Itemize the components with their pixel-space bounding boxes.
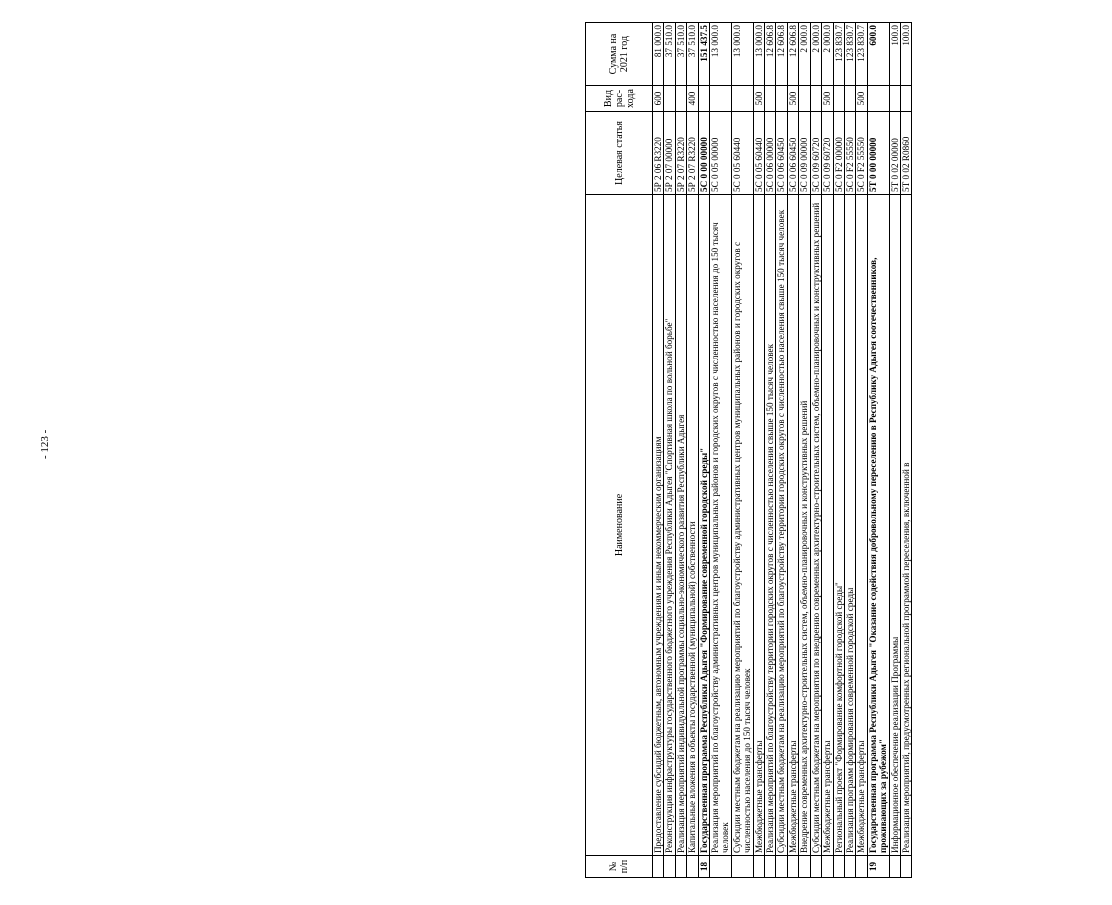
row-sum-cell: 13 000.0 xyxy=(710,23,732,86)
header-name: Наименование xyxy=(586,195,653,856)
budget-table xyxy=(585,22,912,878)
row-vid-cell: 500 xyxy=(822,86,833,112)
row-code-cell: 5С 0 09 60720 xyxy=(810,112,821,195)
table-row xyxy=(687,23,698,878)
row-num-cell xyxy=(856,856,867,878)
row-name-cell: Межбюджетные трансферты xyxy=(753,195,764,856)
row-code-cell: 5С 0 09 60720 xyxy=(822,112,833,195)
row-sum-cell: 123 830.7 xyxy=(833,23,844,86)
header-vid: Вид рас-хода xyxy=(586,86,653,112)
row-vid-cell: 500 xyxy=(787,86,798,112)
row-vid-cell xyxy=(867,86,889,112)
row-code-cell: 5С 0 00 00000 xyxy=(698,112,709,195)
row-num-cell xyxy=(799,856,810,878)
row-code-cell: 5С 0 05 60440 xyxy=(753,112,764,195)
row-vid-cell xyxy=(900,86,911,112)
row-num-cell xyxy=(900,856,911,878)
row-vid-cell: 500 xyxy=(856,86,867,112)
row-vid-cell xyxy=(776,86,787,112)
row-code-cell: 5С 0 09 00000 xyxy=(799,112,810,195)
row-num-cell xyxy=(653,856,664,878)
row-vid-cell xyxy=(664,86,675,112)
header-sum: Сумма на 2021 год xyxy=(586,23,653,86)
row-code-cell: 5С 0 06 60450 xyxy=(787,112,798,195)
row-code-cell: 5Р 2 06 R3220 xyxy=(653,112,664,195)
row-name-cell: Субсидии местным бюджетам на реализацию мероприятий по благоустройству административных центров муниципальных районов и городских округов с численностью населения до 150 тысяч человек xyxy=(731,195,753,856)
row-num-cell xyxy=(664,856,675,878)
table-row xyxy=(822,23,833,878)
row-num-cell: 18 xyxy=(698,856,709,878)
row-sum-cell: 2 000.0 xyxy=(799,23,810,86)
row-name-cell: Реализация мероприятий по благоустройству административных центров муниципальных районов и городских округов с численностью населения до 150 тысяч человек xyxy=(710,195,732,856)
row-code-cell: 5С 0 F2 55550 xyxy=(856,112,867,195)
header-code: Целевая статья xyxy=(586,112,653,195)
row-name-cell: Субсидии местным бюджетам на реализацию мероприятий по благоустройству территории городских округов с численностью населения свыше 150 тысяч человек xyxy=(776,195,787,856)
budget-table-rotated xyxy=(585,23,1112,878)
table-row xyxy=(753,23,764,878)
row-name-cell: Реконструкция инфраструктуры государственного бюджетного учреждения Республики Адыгея "Спортивная школа по вольной борьбе" xyxy=(664,195,675,856)
row-num-cell xyxy=(889,856,900,878)
table-row xyxy=(653,23,664,878)
row-code-cell: 5Т 0 02 R0860 xyxy=(900,112,911,195)
row-code-cell: 5Р 2 07 R3220 xyxy=(687,112,698,195)
table-row xyxy=(787,23,798,878)
header-num: № п/п xyxy=(586,856,653,878)
table-row xyxy=(710,23,732,878)
row-name-cell: Реализация мероприятий, предусмотренных региональной программой переселения, включенной в xyxy=(900,195,911,856)
row-sum-cell: 123 830.7 xyxy=(844,23,855,86)
row-num-cell: 19 xyxy=(867,856,889,878)
row-sum-cell: 37 510.0 xyxy=(664,23,675,86)
row-num-cell xyxy=(765,856,776,878)
row-code-cell: 5С 0 05 60440 xyxy=(731,112,753,195)
row-vid-cell xyxy=(765,86,776,112)
table-row xyxy=(776,23,787,878)
table-row xyxy=(664,23,675,878)
row-num-cell xyxy=(710,856,732,878)
table-row xyxy=(698,23,709,878)
row-code-cell: 5С 0 F2 00000 xyxy=(833,112,844,195)
row-name-cell: Капитальные вложения в объекты государственной (муниципальной) собственности xyxy=(687,195,698,856)
row-num-cell xyxy=(810,856,821,878)
row-sum-cell: 37 510.0 xyxy=(675,23,686,86)
row-vid-cell: 500 xyxy=(753,86,764,112)
row-num-cell xyxy=(787,856,798,878)
table-row xyxy=(900,23,911,878)
table-header-row xyxy=(586,23,653,878)
row-sum-cell: 100.0 xyxy=(889,23,900,86)
row-name-cell: Региональный проект "Формирование комфортной городской среды" xyxy=(833,195,844,856)
row-num-cell xyxy=(753,856,764,878)
row-num-cell xyxy=(687,856,698,878)
row-code-cell: 5С 0 06 60450 xyxy=(776,112,787,195)
table-row xyxy=(810,23,821,878)
row-name-cell: Государственная программа Республики Адыгея "Оказание содействия добровольному переселению в Республику Адыгея соотечественников, проживающих за рубежом" xyxy=(867,195,889,856)
row-name-cell: Межбюджетные трансферты xyxy=(787,195,798,856)
row-name-cell: Реализация программ формирования современной городской среды xyxy=(844,195,855,856)
row-vid-cell xyxy=(889,86,900,112)
row-vid-cell xyxy=(675,86,686,112)
table-row xyxy=(844,23,855,878)
row-vid-cell xyxy=(810,86,821,112)
row-name-cell: Информационное обеспечение реализации Программы xyxy=(889,195,900,856)
table-row xyxy=(889,23,900,878)
row-vid-cell xyxy=(710,86,732,112)
row-name-cell: Реализация мероприятий по благоустройству территории городских округов с численностью населения свыше 150 тысяч человек xyxy=(765,195,776,856)
row-vid-cell xyxy=(833,86,844,112)
row-sum-cell: 12 606.8 xyxy=(787,23,798,86)
row-sum-cell: 13 000.0 xyxy=(753,23,764,86)
row-code-cell: 5Т 0 00 00000 xyxy=(867,112,889,195)
row-sum-cell: 12 606.8 xyxy=(765,23,776,86)
row-code-cell: 5Т 0 02 00000 xyxy=(889,112,900,195)
row-sum-cell: 2 000.0 xyxy=(822,23,833,86)
row-vid-cell: 600 xyxy=(653,86,664,112)
row-sum-cell: 123 830.7 xyxy=(856,23,867,86)
row-num-cell xyxy=(833,856,844,878)
row-num-cell xyxy=(731,856,753,878)
row-vid-cell xyxy=(844,86,855,112)
row-code-cell: 5Р 2 07 R3220 xyxy=(675,112,686,195)
row-name-cell: Государственная программа Республики Адыгея "Формирование современной городской среды" xyxy=(698,195,709,856)
table-row xyxy=(731,23,753,878)
row-sum-cell: 100.0 xyxy=(900,23,911,86)
table-row xyxy=(799,23,810,878)
page-number: - 123 - xyxy=(39,429,51,459)
row-code-cell: 5С 0 05 00000 xyxy=(710,112,732,195)
row-sum-cell: 151 437.5 xyxy=(698,23,709,86)
row-sum-cell: 37 510.0 xyxy=(687,23,698,86)
table-row xyxy=(675,23,686,878)
row-sum-cell: 600.0 xyxy=(867,23,889,86)
table-row xyxy=(833,23,844,878)
row-num-cell xyxy=(844,856,855,878)
row-name-cell: Субсидии местным бюджетам на мероприятия по внедрению современных архитектурно-строительных систем, объемно-планировочных и конструктивных решений xyxy=(810,195,821,856)
row-sum-cell: 12 606.8 xyxy=(776,23,787,86)
table-row xyxy=(867,23,889,878)
table-row xyxy=(856,23,867,878)
row-num-cell xyxy=(776,856,787,878)
row-code-cell: 5С 0 F2 55550 xyxy=(844,112,855,195)
row-vid-cell xyxy=(799,86,810,112)
row-name-cell: Межбюджетные трансферты xyxy=(856,195,867,856)
row-vid-cell xyxy=(731,86,753,112)
row-num-cell xyxy=(822,856,833,878)
row-vid-cell xyxy=(698,86,709,112)
row-vid-cell: 400 xyxy=(687,86,698,112)
table-row xyxy=(765,23,776,878)
row-name-cell: Внедрение современных архитектурно-строительных систем, объемно-планировочных и конструктивных решений xyxy=(799,195,810,856)
row-name-cell: Реализация мероприятий индивидуальной программы социально-экономического развития Республики Адыгея xyxy=(675,195,686,856)
row-num-cell xyxy=(675,856,686,878)
row-sum-cell: 81 000.0 xyxy=(653,23,664,86)
row-name-cell: Межбюджетные трансферты xyxy=(822,195,833,856)
row-sum-cell: 2 000.0 xyxy=(810,23,821,86)
row-code-cell: 5С 0 06 00000 xyxy=(765,112,776,195)
table-body xyxy=(653,23,912,878)
row-code-cell: 5Р 2 07 00000 xyxy=(664,112,675,195)
row-sum-cell: 13 000.0 xyxy=(731,23,753,86)
row-name-cell: Предоставление субсидий бюджетным, автономным учреждениям и иным некоммерческим организациям xyxy=(653,195,664,856)
